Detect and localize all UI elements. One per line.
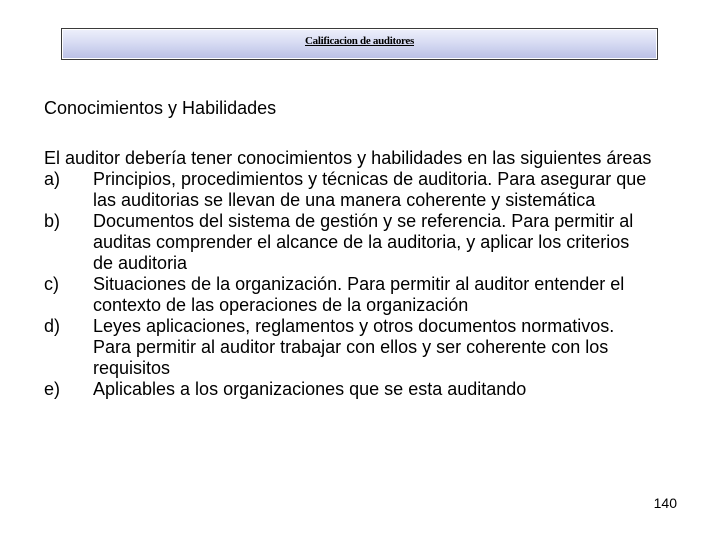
list-item-text: Principios, procedimientos y técnicas de auditoria. Para asegurar que las auditorias se llevan de una manera coherente y sistemática bbox=[93, 169, 647, 210]
list-marker: b) bbox=[44, 211, 61, 231]
list-item-b bbox=[44, 211, 654, 274]
list-marker: d) bbox=[44, 316, 61, 336]
intro-paragraph: El auditor debería tener conocimientos y habilidades en las siguientes áreas bbox=[44, 148, 652, 168]
section-heading: Conocimientos y Habilidades bbox=[44, 98, 277, 118]
list-item-text: Aplicables a los organizaciones que se esta auditando bbox=[93, 379, 527, 399]
slide-title: Calificacion de auditores bbox=[304, 35, 414, 47]
list-item-text: Situaciones de la organización. Para permitir al auditor entender el contexto de las operaciones de la organización bbox=[93, 274, 625, 315]
list-item-e bbox=[44, 379, 654, 400]
list-marker: e) bbox=[44, 379, 61, 399]
list-item-text: Leyes aplicaciones, reglamentos y otros documentos normativos. Para permitir al auditor trabajar con ellos y ser coherente con los requisitos bbox=[93, 316, 615, 378]
list-marker: a) bbox=[44, 169, 61, 189]
title-banner bbox=[61, 28, 658, 60]
body-content bbox=[44, 148, 654, 400]
list-marker: c) bbox=[44, 274, 59, 294]
list-item-c bbox=[44, 274, 654, 316]
list-item-d bbox=[44, 316, 654, 379]
list-item-text: Documentos del sistema de gestión y se referencia. Para permitir al auditas comprender el alcance de la auditoria, y aplicar los criterios de auditoria bbox=[93, 211, 634, 273]
page-number: 140 bbox=[653, 495, 677, 511]
list-item-a bbox=[44, 169, 654, 211]
